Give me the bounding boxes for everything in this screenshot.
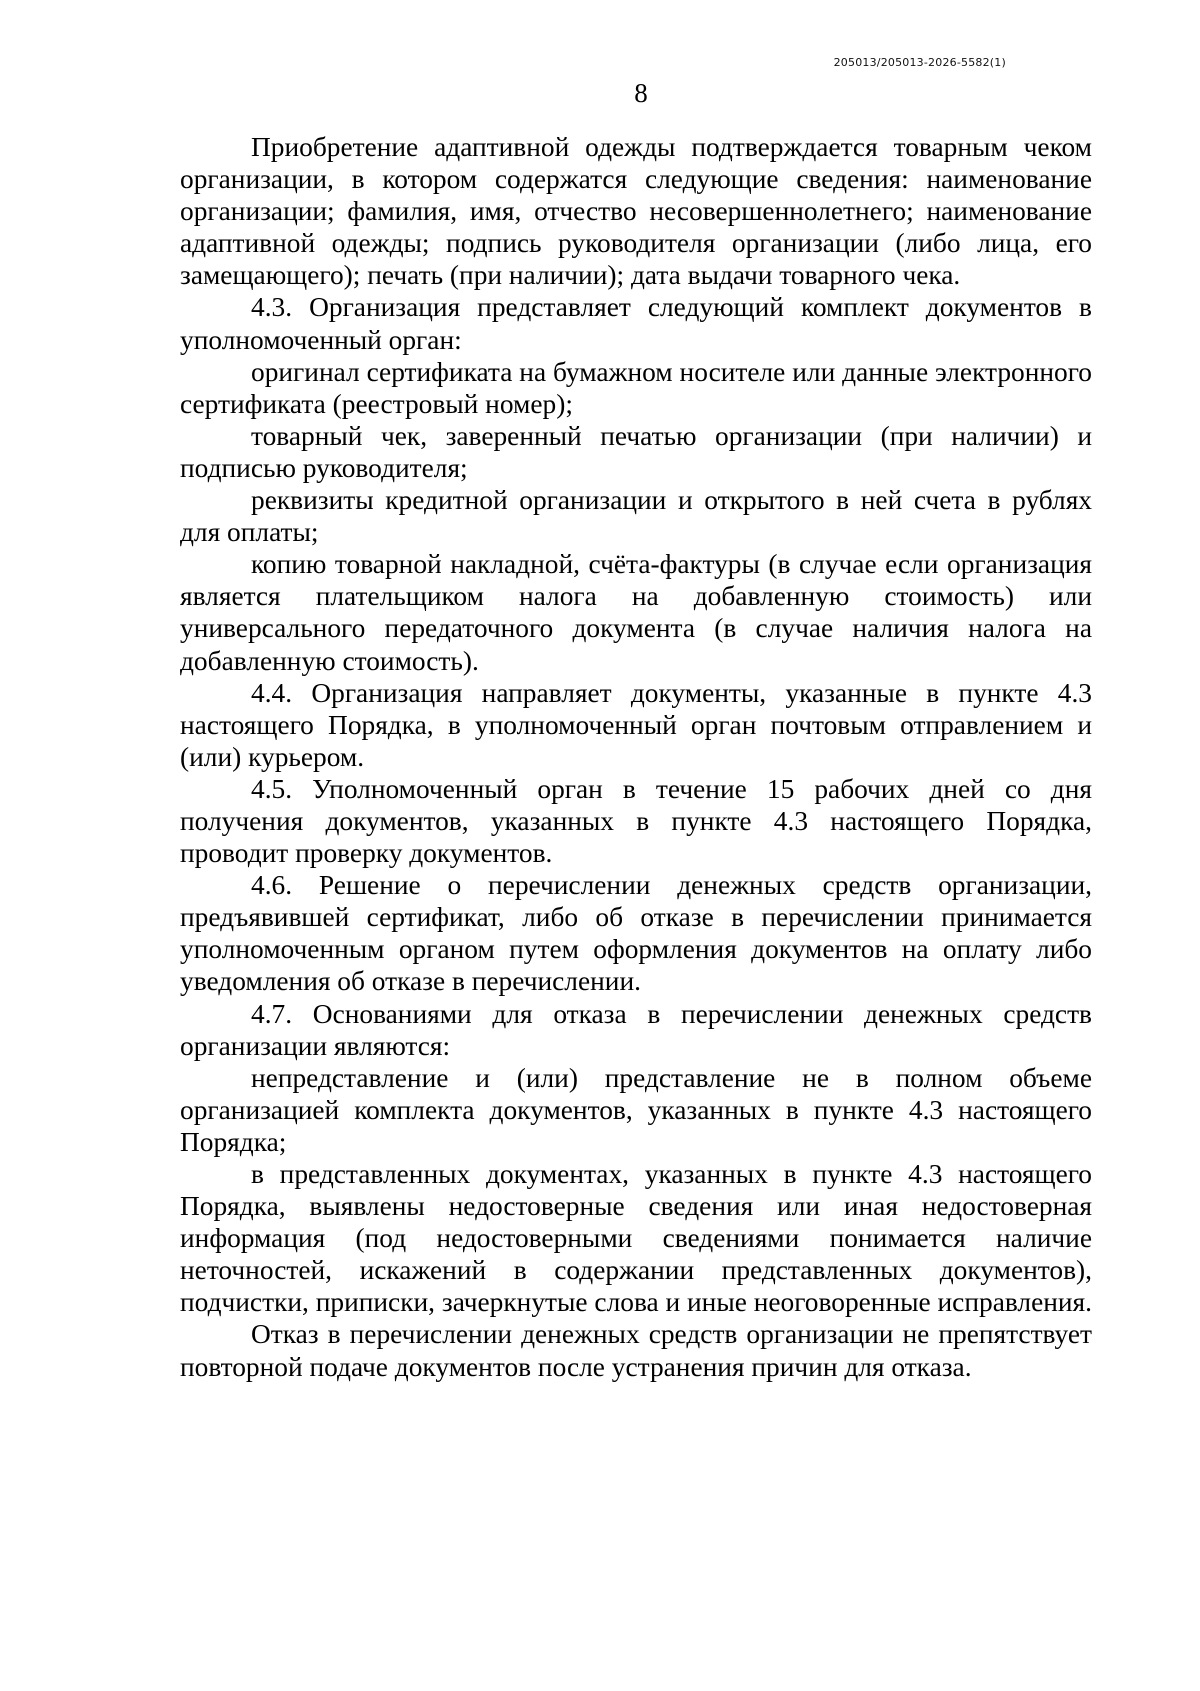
list-item-receipt: товарный чек, заверенный печатью организации (при наличии) и подписью руководителя; <box>180 420 1092 483</box>
list-item-bank-details: реквизиты кредитной организации и открытого в ней счета в рублях для оплаты; <box>180 485 1092 548</box>
page-number: 8 <box>634 78 648 108</box>
paragraph-4-6: 4.6. Решение о перечислении денежных средств организации, предъявившей сертификат, либо об отказе в перечислении принимается уполномоченным органом путем оформления документов на оплату либо уведомления об отказе в перечислении. <box>180 870 1092 997</box>
list-item-invoice-copy: копию товарной накладной, счёта-фактуры (в случае если организация является плательщиком налога на добавленную стоимость) или универсального передаточного документа (в случае наличия налога на добавленную стоимость). <box>180 549 1092 676</box>
paragraph-4-5: 4.5. Уполномоченный орган в течение 15 рабочих дней со дня получения документов, указанных в пункте 4.3 настоящего Порядка, проводит проверку документов. <box>180 773 1092 869</box>
paragraph-4-4: 4.4. Организация направляет документы, указанные в пункте 4.3 настоящего Порядка, в уполномоченный орган почтовым отправлением и (или) курьером. <box>180 677 1092 772</box>
list-item-false-information: в представленных документах, указанных в пункте 4.3 настоящего Порядка, выявлены недостоверные сведения или иная недостоверная информация (под недостоверными сведениями понимается наличие неточностей, искажений в содержании представленных документов), подчистки, приписки, зачеркнутые слова и иные неоговоренные исправления. <box>180 1159 1093 1318</box>
document-id: 205013/205013-2026-5582(1) <box>833 56 1006 69</box>
list-item-incomplete-documents: непредставление и (или) представление не в полном объеме организацией комплекта документов, указанных в пункте 4.3 настоящего Порядка; <box>180 1062 1092 1157</box>
paragraph-4-7: 4.7. Основаниями для отказа в перечислении денежных средств организации являются: <box>180 998 1092 1061</box>
paragraph-receipt-details: Приобретение адаптивной одежды подтверждается товарным чеком организации, в котором содержатся следующие сведения: наименование организации; фамилия, имя, отчество несовершеннолетнего; наименование адаптивной одежды; подпись руководителя организации (либо лица, его замещающего); печать (при наличии); дата выдачи товарного чека. <box>180 132 1092 291</box>
paragraph-refusal-resubmission: Отказ в перечислении денежных средств организации не препятствует повторной подаче документов после устранения причин для отказа. <box>180 1319 1092 1382</box>
document-body <box>180 131 1092 1383</box>
paragraph-4-3: 4.3. Организация представляет следующий комплект документов в уполномоченный орган: <box>180 292 1092 355</box>
list-item-certificate: оригинал сертификата на бумажном носителе или данные электронного сертификата (реестровый номер); <box>180 356 1092 419</box>
